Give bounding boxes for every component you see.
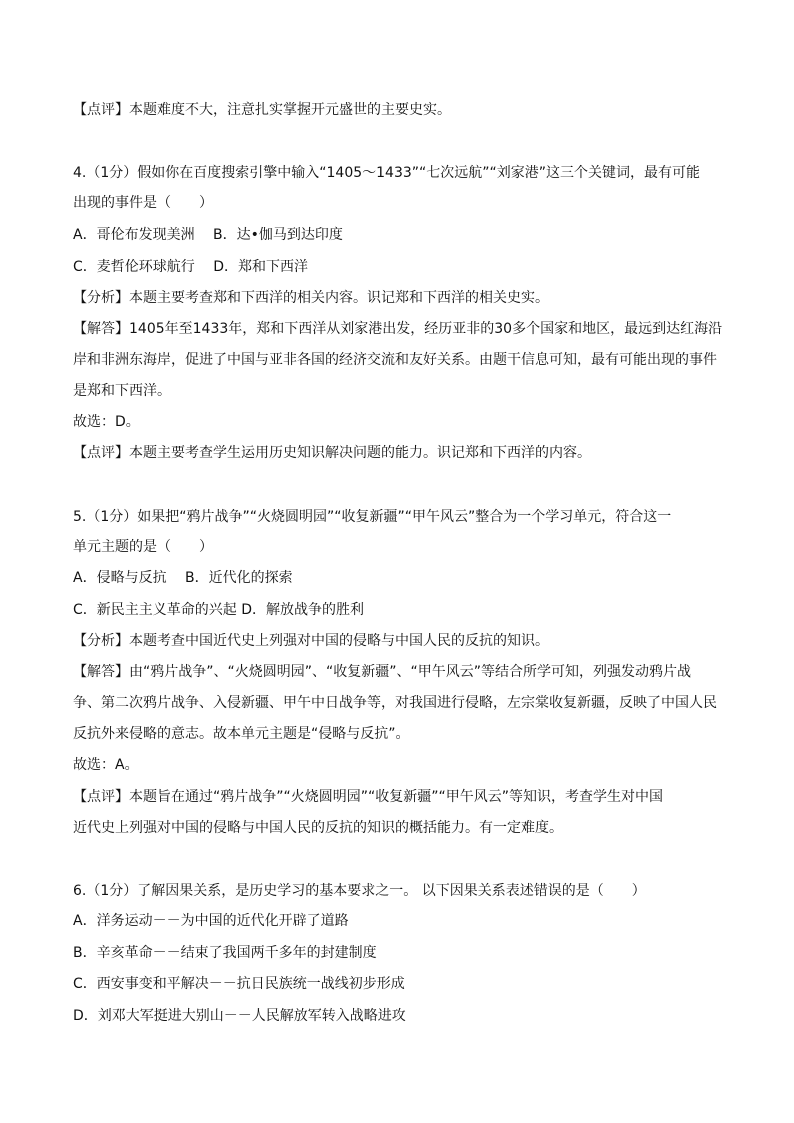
question-6-option-d: D．刘邓大军挺进大别山－－人民解放军转入战略进攻 <box>73 1008 406 1024</box>
question-4-answer-line-1: 【解答】1405年至1433年，郑和下西洋从刘家港出发，经历亚非的30多个国家和地区，最远到达红海沿 <box>73 321 723 337</box>
question-4-review: 【点评】本题主要考查学生运用历史知识解决问题的能力。识记郑和下西洋的内容。 <box>73 445 591 461</box>
question-5-stem-line-1: 5.（1分）如果把“鸦片战争”“火烧圆明园”“收复新疆”“甲午风云”整合为一个学习单元，符合这一 <box>73 509 672 525</box>
question-5-choice: 故选：A。 <box>73 757 139 773</box>
question-5-stem-line-2: 单元主题的是（ ） <box>73 539 213 555</box>
question-4-choice: 故选：D。 <box>73 414 140 430</box>
question-4-answer-line-3: 是郑和下西洋。 <box>73 383 171 399</box>
question-5-options-cd: C．新民主主义革命的兴起 D．解放战争的胜利 <box>73 602 365 618</box>
question-6-option-c: C．西安事变和平解决－－抗日民族统一战线初步形成 <box>73 976 405 992</box>
question-4-stem-line-1: 4.（1分）假如你在百度搜索引擎中输入“1405～1433”“七次远航”“刘家港”这三个关键词，最有可能 <box>73 165 701 181</box>
question-5-options-ab: A．侵略与反抗 B．近代化的探索 <box>73 570 293 586</box>
question-4-stem-line-2: 出现的事件是（ ） <box>73 195 213 211</box>
question-5-answer-line-3: 反抗外来侵略的意志。故本单元主题是“侵略与反抗”。 <box>73 726 410 742</box>
question-6-stem: 6.（1分）了解因果关系，是历史学习的基本要求之一。 以下因果关系表述错误的是（ ） <box>73 883 646 899</box>
question-5-review-line-1: 【点评】本题旨在通过“鸦片战争”“火烧圆明园”“收复新疆”“甲午风云”等知识，考查学生对中国 <box>73 789 664 805</box>
question-4-options-ab: A．哥伦布发现美洲 B．达•伽马到达印度 <box>73 227 343 243</box>
question-5-answer-line-2: 争、第二次鸦片战争、入侵新疆、甲午中日战争等，对我国进行侵略，左宗棠收复新疆，反映了中国人民 <box>73 695 717 711</box>
question-5-review-line-2: 近代史上列强对中国的侵略与中国人民的反抗的知识的概括能力。有一定难度。 <box>73 820 563 836</box>
question-4-options-cd: C．麦哲伦环球航行 D．郑和下西洋 <box>73 259 309 275</box>
question-4-answer-line-2: 岸和非洲东海岸，促进了中国与亚非各国的经济交流和友好关系。由题干信息可知，最有可能出现的事件 <box>73 352 717 368</box>
question-4-analysis: 【分析】本题主要考查郑和下西洋的相关内容。识记郑和下西洋的相关史实。 <box>73 290 549 306</box>
question-5-analysis: 【分析】本题考查中国近代史上列强对中国的侵略与中国人民的反抗的知识。 <box>73 633 549 649</box>
question-6-option-b: B．辛亥革命－－结束了我国两千多年的封建制度 <box>73 945 377 961</box>
question-6-option-a: A．洋务运动－－为中国的近代化开辟了道路 <box>73 913 349 929</box>
review-note-q3: 【点评】本题难度不大，注意扎实掌握开元盛世的主要史实。 <box>73 102 451 118</box>
question-5-answer-line-1: 【解答】由“鸦片战争”、“火烧圆明园”、“收复新疆”、“甲午风云”等结合所学可知，列强发动鸦片战 <box>73 664 692 680</box>
